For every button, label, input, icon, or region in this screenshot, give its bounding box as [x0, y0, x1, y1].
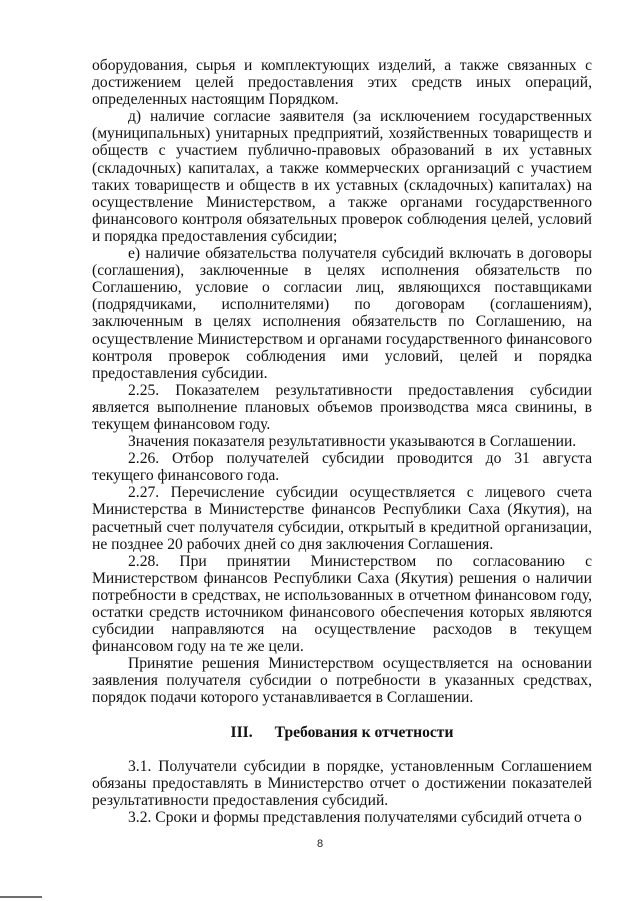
paragraph-item-d: д) наличие согласие заявителя (за исключением государственных (муниципальных) унитарных предприятий, хозяйственных товариществ и обществ с участием публично-правовых образований в их уставных (складочных) капиталах, а также коммерческих организаций с участием таких товариществ и обществ в их уставных (складочных) капиталах) на осуществление Министерством, а также органами государственного финансового контроля обязательных проверок соблюдения целей, условий и порядка предоставления субсидии; — [92, 108, 592, 245]
scan-edge-mark — [0, 896, 42, 898]
paragraph-3-1: 3.1. Получатели субсидии в порядке, установленным Соглашением обязаны предоставлять в Министерство отчет о достижении показателей результативности предоставления субсидий. — [92, 757, 592, 809]
paragraph-item-e: е) наличие обязательства получателя субсидий включать в договоры (соглашения), заключенные в целях исполнения обязательств по Соглашению, условие о согласии лиц, являющихся поставщиками (подрядчиками, исполнителями) по договорам (соглашениям), заключенным в целях исполнения обязательств по Соглашению, на осуществление Министерством и органами государственного финансового контроля проверок соблюдения ими условий, целей и порядка предоставления субсидии. — [92, 245, 592, 382]
section-number: III. — [230, 723, 253, 741]
paragraph-2-27: 2.27. Перечисление субсидии осуществляется с лицевого счета Министерства в Министерстве финансов Республики Саха (Якутия), на расчетный счет получателя субсидии, открытый в кредитной организации, не позднее 20 рабочих дней со дня заключения Соглашения. — [92, 484, 592, 553]
paragraph-3-2: 3.2. Сроки и формы представления получателями субсидий отчета о — [128, 808, 582, 826]
paragraph-continuation: оборудования, сырья и комплектующих изделий, а также связанных с достижением целей предоставления этих средств иных операций, определенных настоящим Порядком. — [92, 57, 592, 109]
section-heading — [92, 724, 592, 741]
paragraph-2-25: 2.25. Показателем результативности предоставления субсидии является выполнение плановых объемов производства мяса свинины, в текущем финансовом году. — [92, 381, 592, 433]
document-body — [92, 57, 592, 826]
paragraph-indicator-values: Значения показателя результативности указываются в Соглашении. — [128, 433, 577, 451]
paragraph-decision: Принятие решения Министерством осуществляется на основании заявления получателя субсидии о потребности в указанных средствах, порядок подачи которого устанавливается в Соглашении. — [92, 655, 592, 707]
section-title: Требования к отчетности — [274, 723, 454, 741]
paragraph-2-28: 2.28. При принятии Министерством по согласованию с Министерством финансов Республики Саха (Якутия) решения о наличии потребности в средствах, не использованных в отчетном финансовом году, остатки средств источником финансового обеспечения которых являются субсидии направляются на осуществление расходов в текущем финансовом году на те же цели. — [92, 552, 592, 656]
page-number: 8 — [316, 838, 324, 850]
paragraph-2-26: 2.26. Отбор получателей субсидии проводится до 31 августа текущего финансового года. — [92, 450, 592, 485]
